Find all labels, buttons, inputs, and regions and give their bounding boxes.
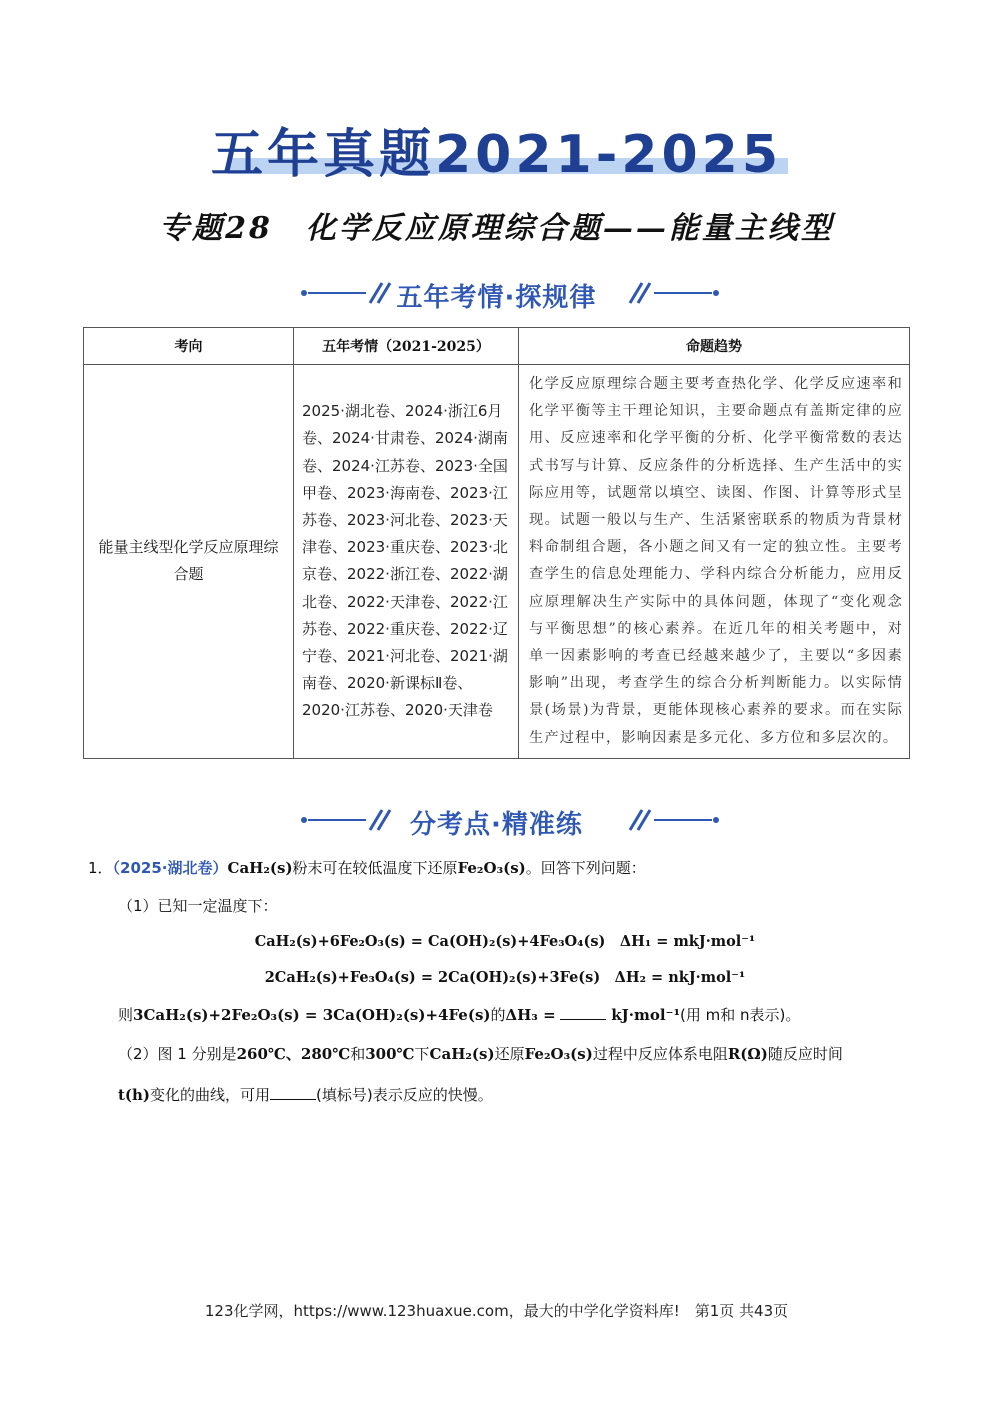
text: 还原 (494, 1045, 525, 1063)
question-number: 1． (88, 859, 113, 877)
temperature: 300℃ (365, 1045, 415, 1063)
equation-2: 2CaH₂(s)+Fe₃O₄(s) = 2Ca(OH)₂(s)+3Fe(s) ΔH₂ = nkJ·mol⁻¹ (264, 969, 746, 986)
right-decor-icon (628, 804, 720, 834)
section-label: 分考点·精准练 (410, 810, 583, 840)
equation-3: 3CaH₂(s)+2Fe₂O₃(s) = 3Ca(OH)₂(s)+4Fe(s) (133, 1006, 491, 1024)
answer-blank[interactable] (270, 1085, 316, 1100)
text: 变化的曲线，可用 (150, 1086, 271, 1104)
resistance-symbol: R(Ω) (727, 1045, 768, 1063)
text: 和 (350, 1045, 366, 1063)
table-header-direction: 考向 (84, 328, 294, 365)
formula-fe2o3: Fe₂O₃(s) (524, 1045, 593, 1063)
topic-title: 专题28 化学反应原理综合题——能量主线型 (159, 211, 834, 246)
section-label: 五年考情·探规律 (396, 283, 597, 313)
formula-fe2o3: Fe₂O₃(s) (457, 859, 526, 877)
time-symbol: t(h) (118, 1086, 151, 1104)
text: （2）图 1 分别是 (118, 1045, 237, 1063)
stem-text: 。回答下列问题： (525, 859, 646, 877)
exam-trend-table (83, 327, 910, 759)
table-row (84, 365, 910, 759)
equation-1: CaH₂(s)+6Fe₂O₃(s) = Ca(OH)₂(s)+4Fe₃O₄(s) ΔH₁ = mkJ·mol⁻¹ (254, 933, 756, 950)
temperatures: 260℃、280℃ (236, 1045, 351, 1063)
direction-cell: 能量主线型化学反应原理综合题 (84, 365, 294, 759)
formula-cah2: CaH₂(s) (429, 1045, 495, 1063)
stem-text: 粉末可在较低温度下还原 (292, 859, 458, 877)
part2-question-line1 (118, 1043, 843, 1064)
trend-cell: 化学反应原理综合题主要考查热化学、化学反应速率和化学平衡等主干理论知识，主要命题点有盖斯定律的应用、反应速率和化学平衡的分析、化学平衡常数的表达式书写与计算、反应条件的分析选择、生产生活中的实际应用等，试题常以填空、读图、作图、计算等形式呈现。试题一般以与生产、生活紧密联系的物质为背景材料命制组合题，各小题之间又有一定的独立性。主要考查学生的信息处理能力、学科内综合分析能力，应用反应原理解决生产实际中的具体问题，体现了“变化观念与平衡思想”的核心素养。在近几年的相关考题中，对单一因素影响的考查已经越来越少了，主要以“多因素影响”出现，考查学生的综合分析判断能力。以实际情景(场景)为背景，更能体现核心素养的要求。而在实际生产过程中，影响因素是多元化、多方位和多层次的。 (519, 365, 910, 759)
formula-cah2: CaH₂(s) (227, 859, 293, 877)
table-header-years: 五年考情（2021-2025） (294, 328, 519, 365)
unit: kJ·mol⁻¹ (611, 1006, 681, 1024)
answer-blank[interactable] (560, 1005, 606, 1020)
text: (填标号)表示反应的快慢。 (316, 1086, 493, 1104)
text: 则 (118, 1006, 134, 1024)
question-source: （2025·湖北卷） (112, 859, 228, 877)
part1-question (118, 1004, 800, 1025)
right-decor-icon (628, 277, 720, 307)
text: 过程中反应体系电阻 (592, 1045, 728, 1063)
text: 下 (414, 1045, 430, 1063)
section-header-practice (0, 804, 993, 844)
years-cell: 2025·湖北卷、2024·浙江6月卷、2024·甘肃卷、2024·湖南卷、2024·江苏卷、2023·全国甲卷、2023·海南卷、2023·江苏卷、2023·河北卷、2023·天津卷、2023·重庆卷、2023·北京卷、2022·浙江卷、2022·湖北卷、2022·天津卷、2022·江苏卷、2022·重庆卷、2022·辽宁卷、2021·河北卷、2021·湖南卷、2020·新课标Ⅱ卷、2020·江苏卷、2020·天津卷 (294, 365, 519, 759)
text: 的 (490, 1006, 506, 1024)
page-footer: 123化学网，https://www.123huaxue.com，最大的中学化学资料库! 第1页 共43页 (204, 1302, 789, 1320)
part2-question-line2 (118, 1084, 493, 1105)
part1-intro: （1）已知一定温度下： (118, 897, 278, 915)
question-stem (88, 857, 646, 878)
text: (用 m和 n表示)。 (680, 1006, 801, 1024)
main-title: 五年真题2021-2025 (210, 125, 783, 185)
delta-h3: ΔH₃ = (505, 1006, 556, 1024)
table-header-trend: 命题趋势 (519, 328, 910, 365)
text: 随反应时间 (767, 1045, 843, 1063)
section-header-trends (0, 277, 993, 317)
